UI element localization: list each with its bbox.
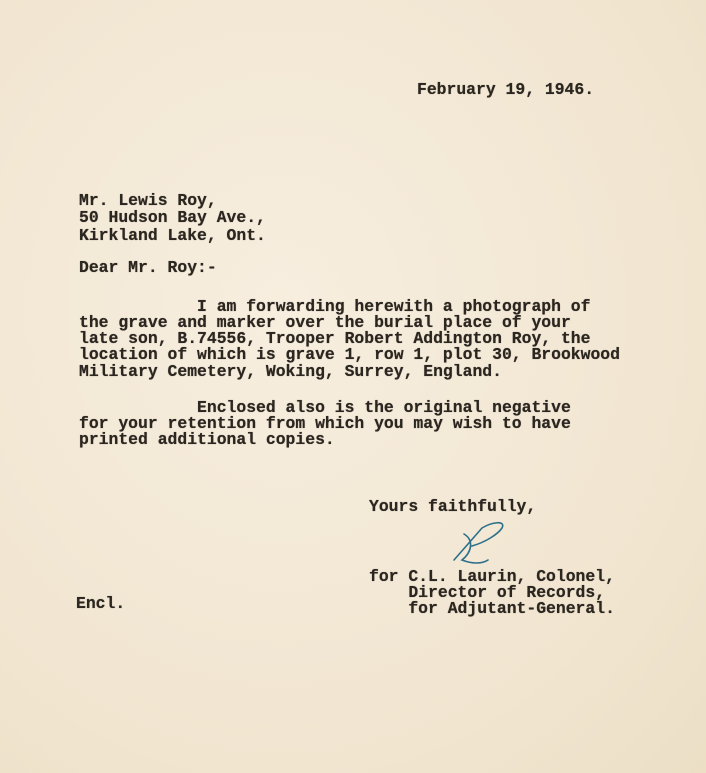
paragraph-line: Enclosed also is the original negative [79, 398, 571, 417]
paragraph-line: printed additional copies. [79, 430, 335, 449]
recipient-line: Mr. Lewis Roy, [79, 191, 217, 210]
signature-line: Director of Records, [369, 583, 606, 602]
recipient-line: 50 Hudson Bay Ave., [79, 208, 266, 227]
paragraph-line: location of which is grave 1, row 1, plot 30, Brookwood [79, 345, 620, 364]
paragraph-line: I am forwarding herewith a photograph of [79, 297, 591, 316]
paragraph-line: Military Cemetery, Woking, Surrey, England. [79, 362, 502, 381]
closing: Yours faithfully, [369, 497, 537, 516]
paragraph-line: late son, B.74556, Trooper Robert Addington Roy, the [79, 329, 591, 348]
recipient-line: Kirkland Lake, Ont. [79, 226, 266, 245]
signature-line: for C.L. Laurin, Colonel, [369, 567, 615, 586]
paragraph-line: for your retention from which you may wish to have [79, 414, 571, 433]
paragraph-line: the grave and marker over the burial place of your [79, 313, 571, 332]
letter-date: February 19, 1946. [417, 80, 595, 99]
enclosure-note: Encl. [76, 594, 126, 613]
signature-line: for Adjutant-General. [369, 599, 615, 618]
salutation: Dear Mr. Roy:- [79, 258, 217, 277]
handwritten-signature [452, 520, 522, 570]
